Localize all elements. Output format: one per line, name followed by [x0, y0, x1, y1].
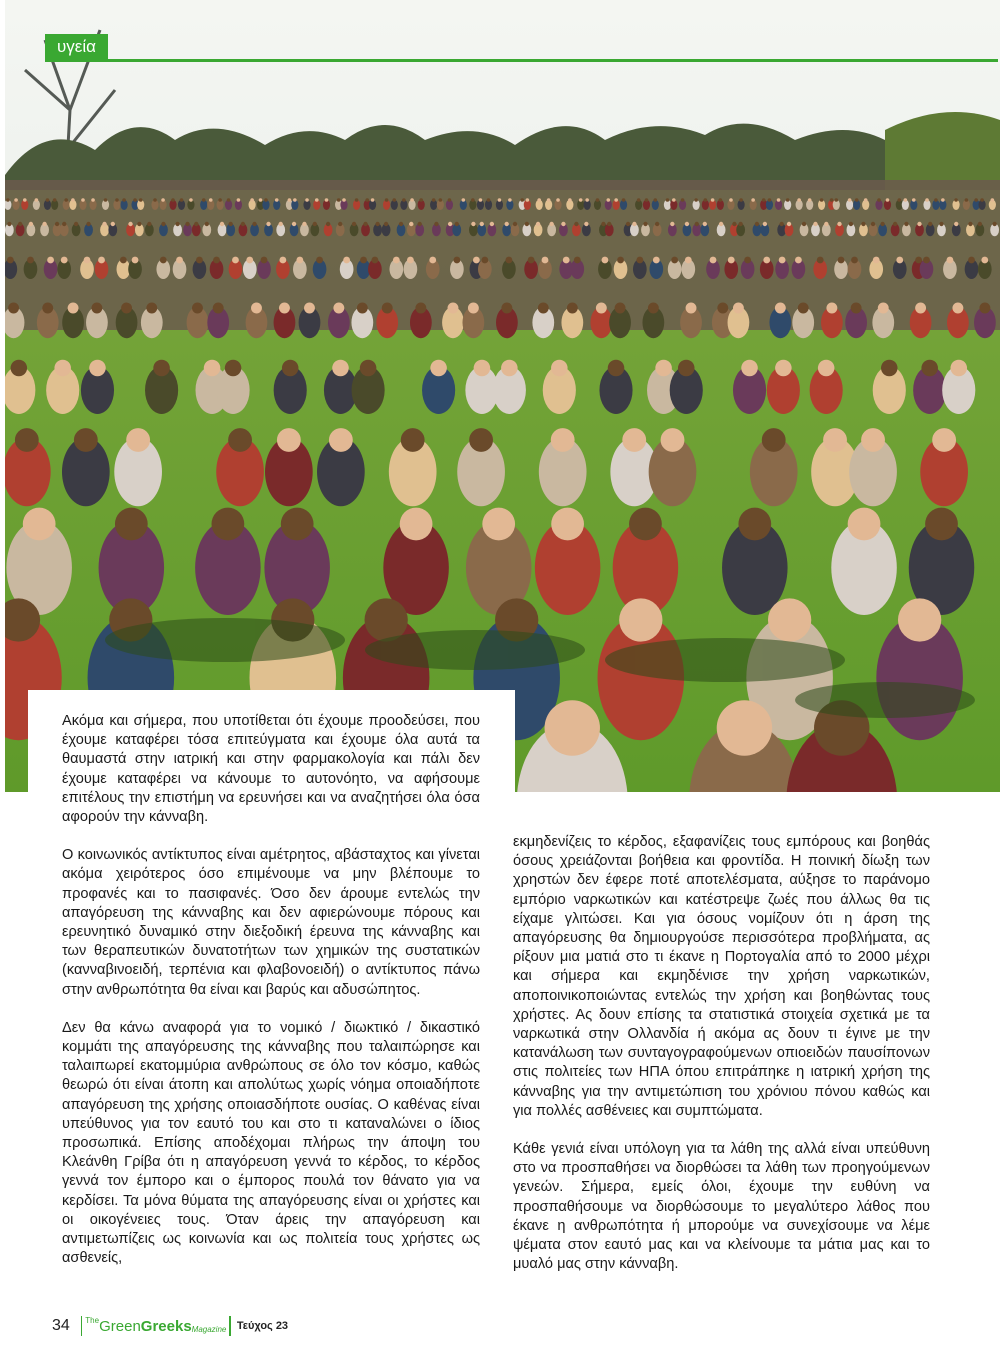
footer-divider [81, 1316, 83, 1336]
page-number: 34 [52, 1317, 70, 1334]
crowd-in-park-photo [5, 0, 1000, 792]
paragraph: Δεν θα κάνω αναφορά για το νομικό / διωκτικό / δικαστικό κομμάτι της απαγόρευσης της κάνναβης που ταλαιπώρησε και ταλαιπωρεί εκατομμύρια ανθρώπους σε όλο τον κόσμο, καθώς θεωρώ ότι είναι άτοπη και απολύτως χωρίς νόημα οποιαδήποτε απαγόρευση της χρήσης οποιασδήποτε ουσίας. Ο καθένας είναι υπεύθυνος για τον εαυτό του και στο τι καταναλώνει ο ίδιος προσωπικά. Επίσης αποδέχομαι πλήρως την άποψη του Κλεάνθη Γρίβα ότι η απαγόρευση γεννά το κέρδος, το κέρδος γεννά τον έμπορο και ο έμπορος πουλά τον θάνατο για να κερδίσει. Τα μόνα θύματα της απαγόρευσης είναι οι χρήστες και οι οικογένειες τους. Όταν άρεις την απαγόρευση και αντιμετωπίζεις ως κοινωνία και ως πολιτεία τους χρήστες ως ασθενείς, [62, 1019, 480, 1267]
left-column [62, 712, 480, 1287]
footer-divider [229, 1316, 231, 1336]
brand-greeks: Greeks [140, 1317, 192, 1335]
paragraph: εκμηδενίζεις το κέρδος, εξαφανίζεις τους εμπόρους και βοηθάς όσους χρειάζονται βοήθεια και φροντίδα. Η ποινική δίωξη των χρηστών δεν έφερε ποτέ αποτελέσματα, αύξησε το παράνομο εμπόριο ναρκωτικών και κατέστρεψε ζωές που άλλως θα τις είχαμε γλιτώσει. Και για όσους νομίζουν ότι η άρση της απαγόρευσης θα δημιουργούσε περισσότερα προβλήματα, ας ρίξουν μια ματιά στο τι έκανε η Πορτογαλία από το 2000 μέχρι και σήμερα και εκμηδένισε την χρήση ναρκωτικών, αποποινικοποιώντας εντελώς την χρήση και βοηθώντας τους χρήστες. Ας δουν επίσης τα στατιστικά στοιχεία σχετικά με τα ναρκωτικά στην Ολλανδία ή ακόμα ας δουν τι έγινε με την κατανάλωση των συνταγογραφούμενων οπιοειδών παυσίπονων στις πολιτείες των ΗΠΑ όπου επιτράπηκε η ιατρική χρήση της κάνναβης για την αντιμετώπιση του χρόνιου πόνου καθώς και για πολλές ασθένειες και συμπτώματα. [513, 834, 930, 1119]
brand-magazine: Magazine [191, 1324, 227, 1334]
brand-green: Green [99, 1317, 141, 1335]
section-rule [45, 59, 998, 62]
paragraph: Ο κοινωνικός αντίκτυπος είναι αμέτρητος, αβάσταχτος και γίνεται ακόμα χειρότερος όσο επιμένουμε να μην βλέπουμε το προφανές και το πασιφανές. Όσο δεν άρουμε εντελώς την απαγόρευση της κάνναβης και δεν αφιερώνουμε πόρους και ερευνητικό δυναμικό στην διεξοδική έρευνα της κάνναβης και των θεραπευτικών δυνατοτήτων των χημικών της συστατικών (κανναβινοειδή, τερπένια και φλαβονοειδή) ο αντίκτυπος πάνω στην ανθρωπότητα θα είναι και βαρύς και αδυσώπητος. [62, 847, 480, 998]
paragraph: Κάθε γενιά είναι υπόλογη για τα λάθη της αλλά είναι υπεύθυνη στο να προσπαθήσει να διορθώσει τα λάθη των προηγούμενων γενεών. Σήμερα, εμείς όλοι, έχουμε την ευθύνη να προσπαθήσουμε να διορθώσουμε το μεγαλύτερο λάθος που έκανε η ανθρωπότητα ή μπορούμε να συνεχίσουμε να λέμε ψέματα στον εαυτό μας και να κλείνουμε τα μάτια μας και το μυαλό μας στην κάνναβη. [513, 1141, 930, 1273]
paragraph: Ακόμα και σήμερα, που υποτίθεται ότι έχουμε προοδεύσει, που έχουμε καταφέρει τόσα επιτεύγματα και έχουμε όλα αυτά τα θαυμαστά στην ιατρική και στην φαρμακολογία και πάλι δεν έχουμε καταφέρει να κάνουμε το αυτονόητο, να αφήσουμε επιτέλους την επιστήμη να ερευνήσει και να αναζητήσει όλα όσα αφορούν την κάνναβη. [62, 713, 480, 826]
page-footer [52, 1315, 288, 1337]
brand-the: The [85, 1315, 100, 1325]
right-column [513, 833, 930, 1293]
issue-number: Τεύχος 23 [236, 1320, 289, 1332]
section-label: υγεία [45, 34, 108, 60]
